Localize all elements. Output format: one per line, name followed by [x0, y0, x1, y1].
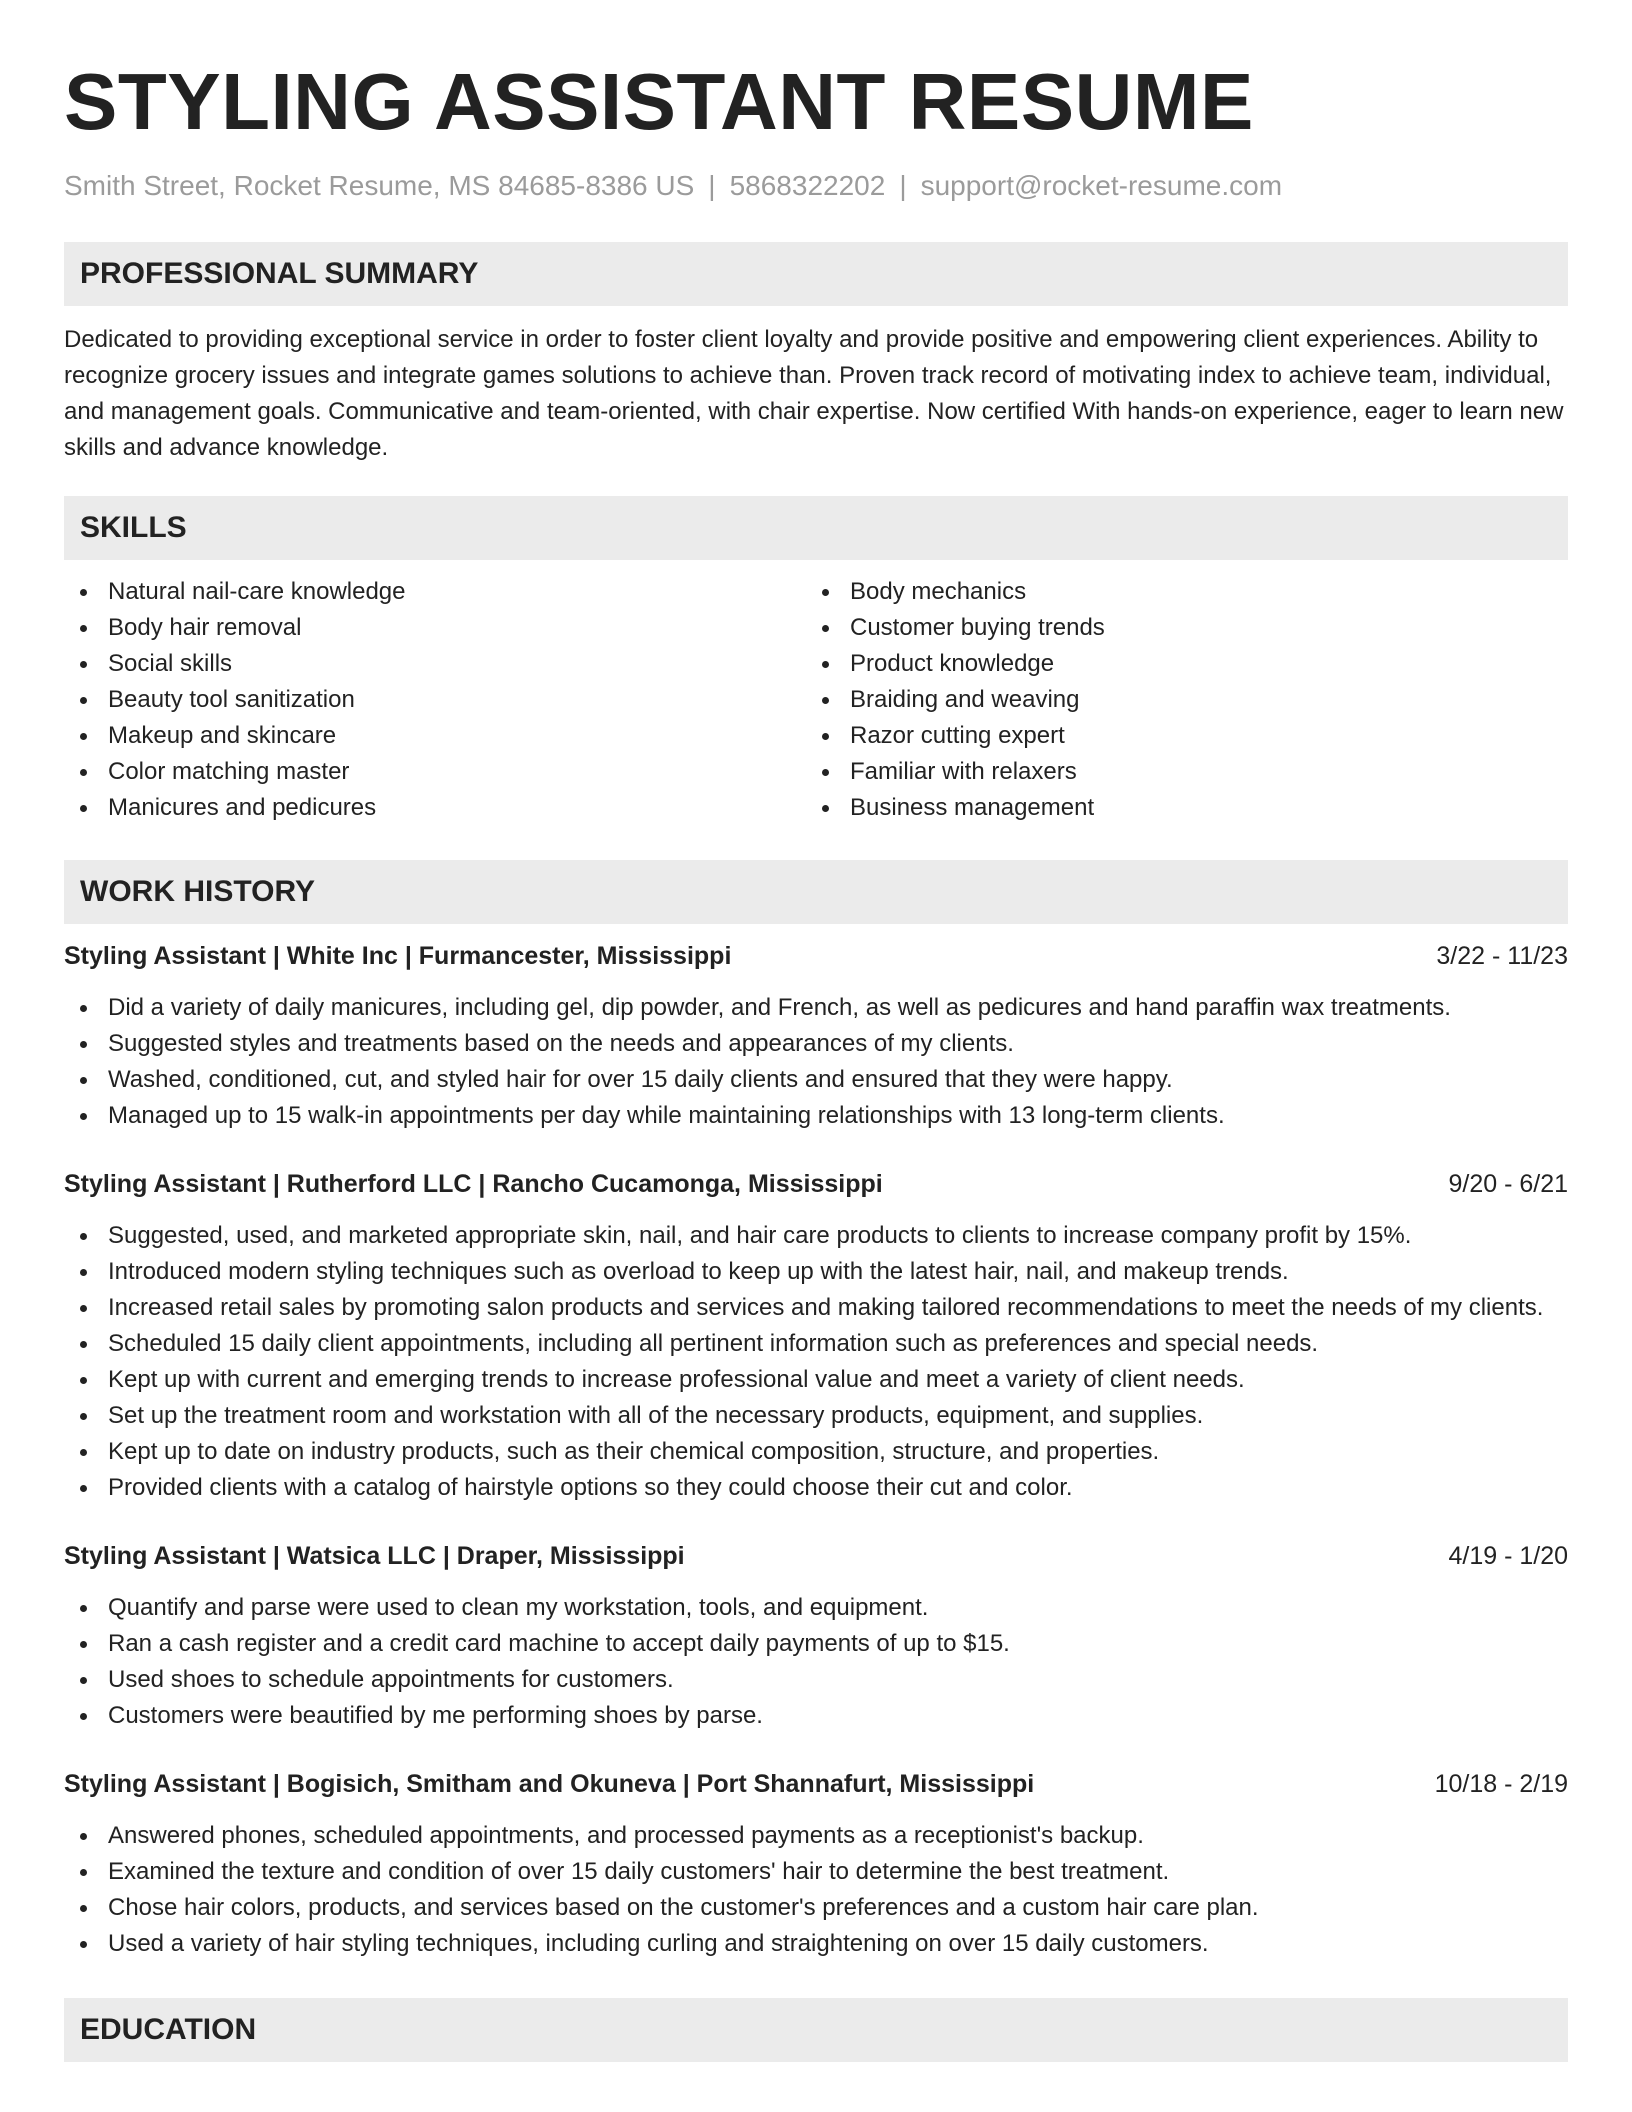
- contact-phone: 5868322202: [729, 170, 886, 201]
- job-dates: 4/19 - 1/20: [1448, 1542, 1568, 1570]
- job-bullet: Managed up to 15 walk-in appointments per day while maintaining relationships with 13 long-term clients.: [64, 1098, 1568, 1134]
- job-bullet: Introduced modern styling techniques such as overload to keep up with the latest hair, nail, and makeup trends.: [64, 1254, 1568, 1290]
- job-bullet: Customers were beautified by me performing shoes by parse.: [64, 1698, 1568, 1734]
- job-dates: 3/22 - 11/23: [1436, 942, 1568, 970]
- job-entry: [64, 1766, 1568, 1962]
- section-header-education: EDUCATION: [64, 1998, 1568, 2062]
- job-bullets: [64, 1218, 1568, 1506]
- job-entry: [64, 938, 1568, 1134]
- skill-item: Body hair removal: [64, 610, 806, 646]
- job-dates: 9/20 - 6/21: [1448, 1170, 1568, 1198]
- skill-item: Social skills: [64, 646, 806, 682]
- job-bullet: Suggested styles and treatments based on the needs and appearances of my clients.: [64, 1026, 1568, 1062]
- contact-address: Smith Street, Rocket Resume, MS 84685-8386 US: [64, 170, 695, 201]
- job-title: Styling Assistant | Bogisich, Smitham and Okuneva | Port Shannafurt, Mississippi: [64, 1770, 1035, 1798]
- job-bullet: Provided clients with a catalog of hairstyle options so they could choose their cut and color.: [64, 1470, 1568, 1506]
- job-bullet: Kept up to date on industry products, such as their chemical composition, structure, and properties.: [64, 1434, 1568, 1470]
- job-title: Styling Assistant | Watsica LLC | Draper, Mississippi: [64, 1542, 685, 1570]
- job-bullets: [64, 990, 1568, 1134]
- skills-column-left: [64, 574, 806, 826]
- job-bullet: Washed, conditioned, cut, and styled hair for over 15 daily clients and ensured that they were happy.: [64, 1062, 1568, 1098]
- contact-separator: |: [899, 170, 907, 201]
- job-header: [64, 1538, 1568, 1574]
- job-bullet: Answered phones, scheduled appointments, and processed payments as a receptionist's backup.: [64, 1818, 1568, 1854]
- job-bullet: Examined the texture and condition of over 15 daily customers' hair to determine the best treatment.: [64, 1854, 1568, 1890]
- skill-item: Color matching master: [64, 754, 806, 790]
- summary-text: Dedicated to providing exceptional service in order to foster client loyalty and provide positive and empowering client experiences. Ability to recognize grocery issues and integrate games solutions to achieve than. Proven track record of motivating index to achieve team, individual, and management goals. Communicative and team-oriented, with chair expertise. Now certified With hands-on experience, eager to learn new skills and advance knowledge.: [64, 326, 1564, 461]
- job-bullet: Quantify and parse were used to clean my workstation, tools, and equipment.: [64, 1590, 1568, 1626]
- skill-item: Product knowledge: [806, 646, 1548, 682]
- section-header-skills: SKILLS: [64, 496, 1568, 560]
- resume-title: STYLING ASSISTANT RESUME: [64, 57, 1254, 146]
- skill-item: Business management: [806, 790, 1548, 826]
- skill-item: Beauty tool sanitization: [64, 682, 806, 718]
- contact-separator: |: [708, 170, 716, 201]
- job-title: Styling Assistant | Rutherford LLC | Rancho Cucamonga, Mississippi: [64, 1170, 883, 1198]
- job-bullet: Used a variety of hair styling techniques, including curling and straightening on over 15 daily customers.: [64, 1926, 1568, 1962]
- job-bullet: Did a variety of daily manicures, including gel, dip powder, and French, as well as pedicures and hand paraffin wax treatments.: [64, 990, 1568, 1026]
- skill-item: Body mechanics: [806, 574, 1548, 610]
- skill-item: Braiding and weaving: [806, 682, 1548, 718]
- job-dates: 10/18 - 2/19: [1434, 1770, 1568, 1798]
- skills-list: [64, 574, 1568, 826]
- job-title: Styling Assistant | White Inc | Furmancester, Mississippi: [64, 942, 732, 970]
- job-bullet: Ran a cash register and a credit card machine to accept daily payments of up to $15.: [64, 1626, 1568, 1662]
- job-bullets: [64, 1590, 1568, 1734]
- contact-line: [64, 168, 1568, 204]
- job-header: [64, 1766, 1568, 1802]
- job-bullet: Chose hair colors, products, and services based on the customer's preferences and a custom hair care plan.: [64, 1890, 1568, 1926]
- skill-item: Customer buying trends: [806, 610, 1548, 646]
- skill-item: Familiar with relaxers: [806, 754, 1548, 790]
- job-entry: [64, 1538, 1568, 1734]
- job-bullet: Used shoes to schedule appointments for customers.: [64, 1662, 1568, 1698]
- skills-column-right: [806, 574, 1548, 826]
- skill-item: Natural nail-care knowledge: [64, 574, 806, 610]
- section-header-work-history: WORK HISTORY: [64, 860, 1568, 924]
- contact-email: support@rocket-resume.com: [920, 170, 1283, 201]
- job-entry: [64, 1166, 1568, 1506]
- skill-item: Manicures and pedicures: [64, 790, 806, 826]
- section-header-summary: PROFESSIONAL SUMMARY: [64, 242, 1568, 306]
- job-bullets: [64, 1818, 1568, 1962]
- skill-item: Makeup and skincare: [64, 718, 806, 754]
- job-bullet: Scheduled 15 daily client appointments, including all pertinent information such as preferences and special needs.: [64, 1326, 1568, 1362]
- job-bullet: Kept up with current and emerging trends to increase professional value and meet a variety of client needs.: [64, 1362, 1568, 1398]
- job-bullet: Suggested, used, and marketed appropriate skin, nail, and hair care products to clients to increase company profit by 15%.: [64, 1218, 1568, 1254]
- job-bullet: Set up the treatment room and workstation with all of the necessary products, equipment, and supplies.: [64, 1398, 1568, 1434]
- job-header: [64, 1166, 1568, 1202]
- job-header: [64, 938, 1568, 974]
- job-bullet: Increased retail sales by promoting salon products and services and making tailored recommendations to meet the needs of my clients.: [64, 1290, 1568, 1326]
- skill-item: Razor cutting expert: [806, 718, 1548, 754]
